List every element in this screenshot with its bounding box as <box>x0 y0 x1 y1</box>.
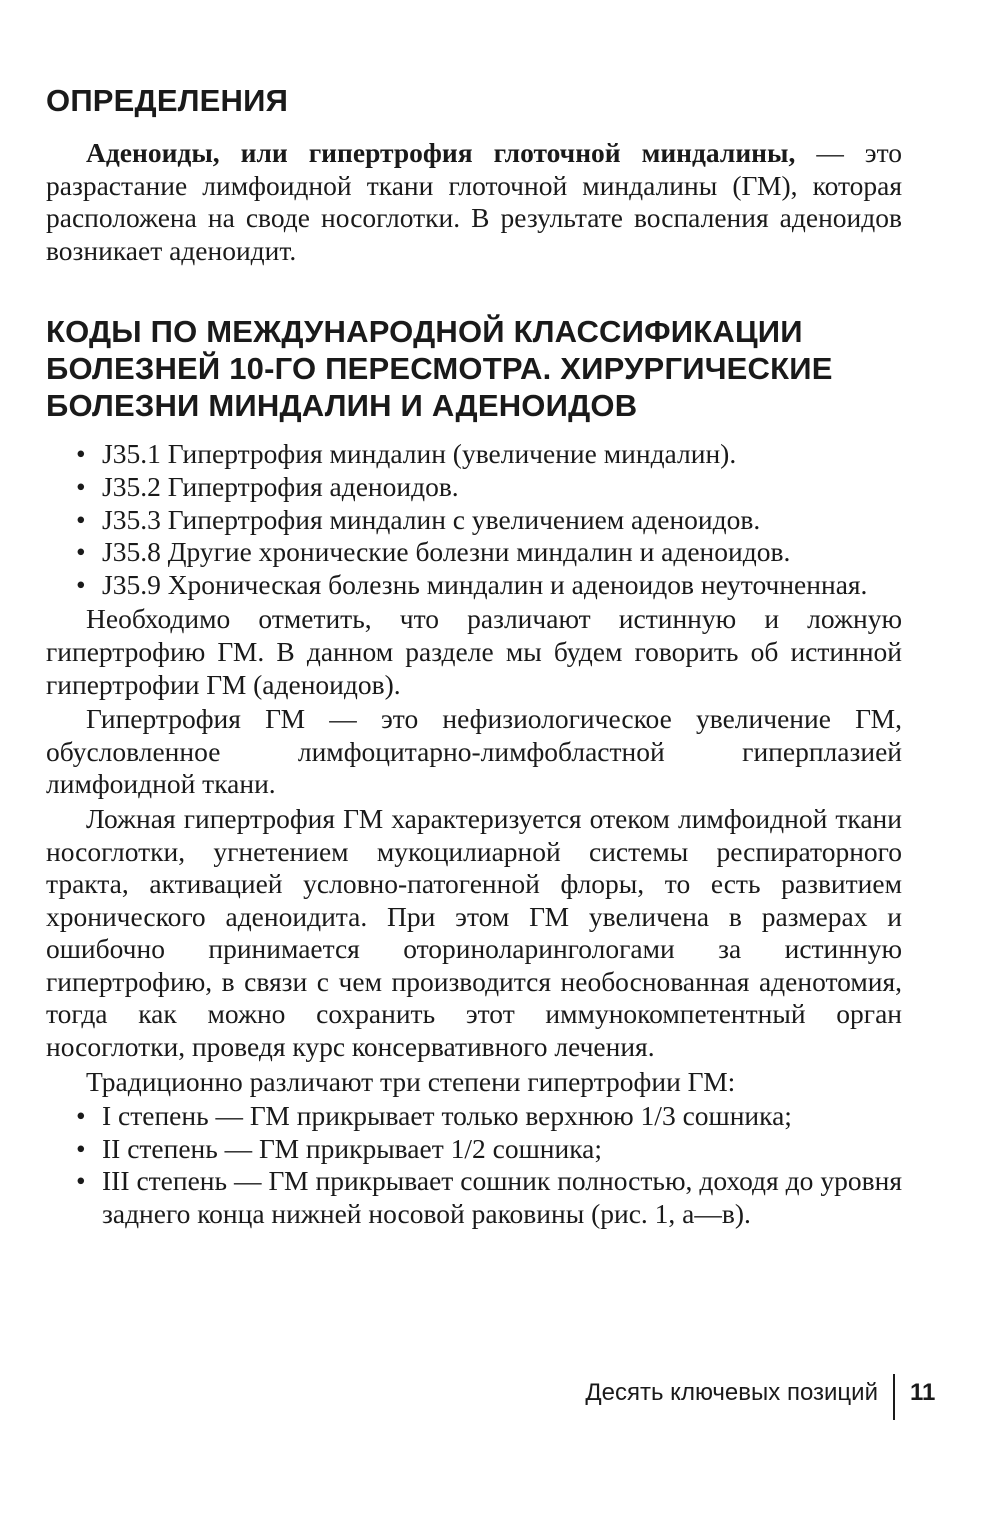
bullet: • <box>76 503 86 535</box>
section-heading-definitions: ОПРЕДЕЛЕНИЯ <box>46 83 289 118</box>
body-paragraph: Традиционно различают три степени гипертрофии ГМ: <box>86 1065 736 1097</box>
hypertrophy-degree-list <box>46 1100 902 1230</box>
list-item-text: J35.1 Гипертрофия миндалин (увеличение миндалин). <box>102 438 737 470</box>
list-item <box>46 1133 902 1166</box>
page-number: 11 <box>910 1379 936 1406</box>
definition-text: — это разрастание лимфоидной ткани глоточной миндалины (ГМ), которая расположена на своде носоглотки. В результате воспаления аденоидов возникает аденоидит. <box>46 137 902 266</box>
list-item-text: J35.3 Гипертрофия миндалин с увеличением аденоидов. <box>102 503 761 535</box>
list-item <box>46 438 902 471</box>
page-footer <box>0 1374 1000 1414</box>
bullet: • <box>76 568 86 600</box>
bullet: • <box>76 536 86 568</box>
definition-term: Аденоиды, или гипертрофия глоточной миндалины, <box>86 137 796 168</box>
body-paragraph: Необходимо отметить, что различают истинную и ложную гипертрофию ГМ. В данном разделе мы будем говорить об истинной гипертрофии ГМ (аденоидов). <box>46 603 902 700</box>
list-item <box>46 1165 902 1230</box>
bullet: • <box>76 1165 86 1197</box>
bullet: • <box>76 438 86 470</box>
list-item <box>46 536 902 569</box>
bullet: • <box>76 1100 86 1132</box>
list-item-text: I степень — ГМ прикрывает только верхнюю 1/3 сошника; <box>102 1100 792 1132</box>
list-item-text: III степень — ГМ прикрывает сошник полностью, доходя до уровня заднего конца нижней носовой раковины (рис. 1, а—в). <box>102 1165 902 1230</box>
heading-line: БОЛЕЗНИ МИНДАЛИН И АДЕНОИДОВ <box>46 388 638 424</box>
icd-code-list <box>46 438 902 601</box>
bullet: • <box>76 1132 86 1164</box>
definition-paragraph <box>46 137 902 267</box>
footer-divider <box>893 1374 895 1420</box>
list-item <box>46 471 902 504</box>
body-paragraph: Гипертрофия ГМ — это нефизиологическое увеличение ГМ, обусловленное лимфоцитарно-лимфобластной гиперплазией лимфоидной ткани. <box>46 703 902 800</box>
list-item-text: J35.9 Хроническая болезнь миндалин и аденоидов неуточненная. <box>102 568 868 600</box>
section-heading-icd-codes <box>46 313 902 424</box>
heading-line: КОДЫ ПО МЕЖДУНАРОДНОЙ КЛАССИФИКАЦИИ <box>46 314 803 350</box>
body-paragraph: Ложная гипертрофия ГМ характеризуется отеком лимфоидной ткани носоглотки, угнетением мукоцилиарной системы респираторного тракта, активацией условно-патогенной флоры, то есть развитием хронического аденоидита. При этом ГМ увеличена в размерах и ошибочно принимается оториноларингологами за истинную гипертрофию, в связи с чем производится необоснованная аденотомия, тогда как можно сохранить этот иммунокомпетентный орган носоглотки, проведя курс консервативного лечения. <box>46 802 902 1063</box>
list-item <box>46 1100 902 1133</box>
list-item-text: J35.8 Другие хронические болезни миндалин и аденоидов. <box>102 536 791 568</box>
list-item <box>46 569 902 602</box>
list-item <box>46 504 902 537</box>
heading-line: БОЛЕЗНЕЙ 10-ГО ПЕРЕСМОТРА. ХИРУРГИЧЕСКИЕ <box>46 351 833 387</box>
page-content <box>46 82 902 1233</box>
running-title: Десять ключевых позиций <box>585 1379 878 1406</box>
list-item-text: II степень — ГМ прикрывает 1/2 сошника; <box>102 1132 602 1164</box>
list-item-text: J35.2 Гипертрофия аденоидов. <box>102 470 459 502</box>
bullet: • <box>76 470 86 502</box>
